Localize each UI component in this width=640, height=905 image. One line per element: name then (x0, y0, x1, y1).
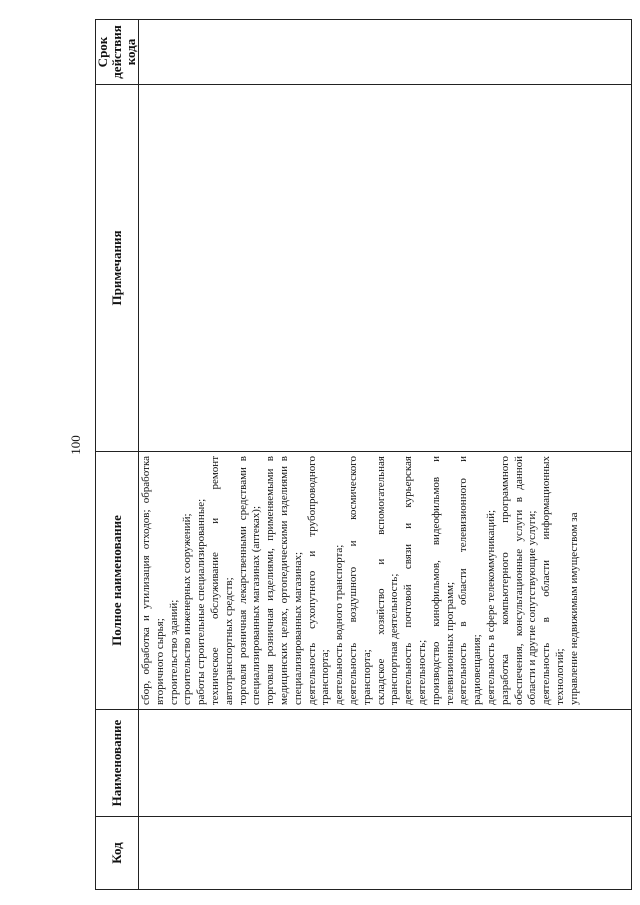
classification-table (95, 19, 632, 890)
activity-item: техническое обслуживание и ремонт автотранспортных средств; (208, 456, 235, 705)
table-row (139, 20, 632, 890)
cell-validity (139, 20, 632, 85)
activity-item: работы строительные специализированные; (195, 498, 208, 705)
activity-item: сбор, обработка и утилизация отходов; обработка вторичного сырья; (140, 456, 166, 705)
activity-item: деятельность в области телевизионного и радиовещания; (457, 456, 484, 705)
cell-full-name (139, 452, 632, 710)
activity-item: деятельность в сфере телекоммуникаций; (484, 509, 497, 705)
activity-item: торговля розничная изделиями, применяемыми в медицинских целях, ортопедическими изделиями в специализированных магазинах; (264, 456, 304, 705)
header-notes: Примечания (96, 85, 139, 452)
activity-item: строительство инженерных сооружений; (181, 513, 194, 705)
cell-code (139, 817, 632, 890)
header-full-name: Полное наименование (96, 452, 139, 710)
activity-item: торговля розничная лекарственными средствами в специализированных магазинах (аптеках); (236, 456, 263, 705)
table-header-row (96, 20, 139, 890)
header-validity: Срок действия кода (96, 20, 139, 85)
activity-item: деятельность сухопутного и трубопроводного транспорта; (305, 456, 332, 705)
activity-item: деятельность в области информационных технологий; (540, 456, 566, 705)
cell-name (139, 710, 632, 817)
page-number: 100 (68, 435, 83, 455)
activity-item: производство кинофильмов, видеофильмов и телевизионных программ; (429, 456, 456, 705)
activity-list (139, 452, 582, 709)
activity-item: деятельность водного транспорта; (333, 544, 346, 705)
activity-item: строительство зданий; (167, 599, 180, 705)
activity-item: деятельность почтовой связи и курьерская деятельность; (402, 456, 428, 705)
activity-item: разработка компьютерного программного обеспечения, консультационные услуги в данной области и другие сопутствующие услуги; (498, 456, 539, 705)
cell-notes (139, 85, 632, 452)
header-code: Код (96, 817, 139, 890)
activity-item: деятельность воздушного и космического транспорта; (346, 456, 373, 705)
activity-item: управление недвижимым имуществом за (567, 512, 580, 705)
header-name: Наименование (96, 710, 139, 817)
activity-item: складское хозяйство и вспомогательная транспортная деятельность; (374, 456, 401, 705)
